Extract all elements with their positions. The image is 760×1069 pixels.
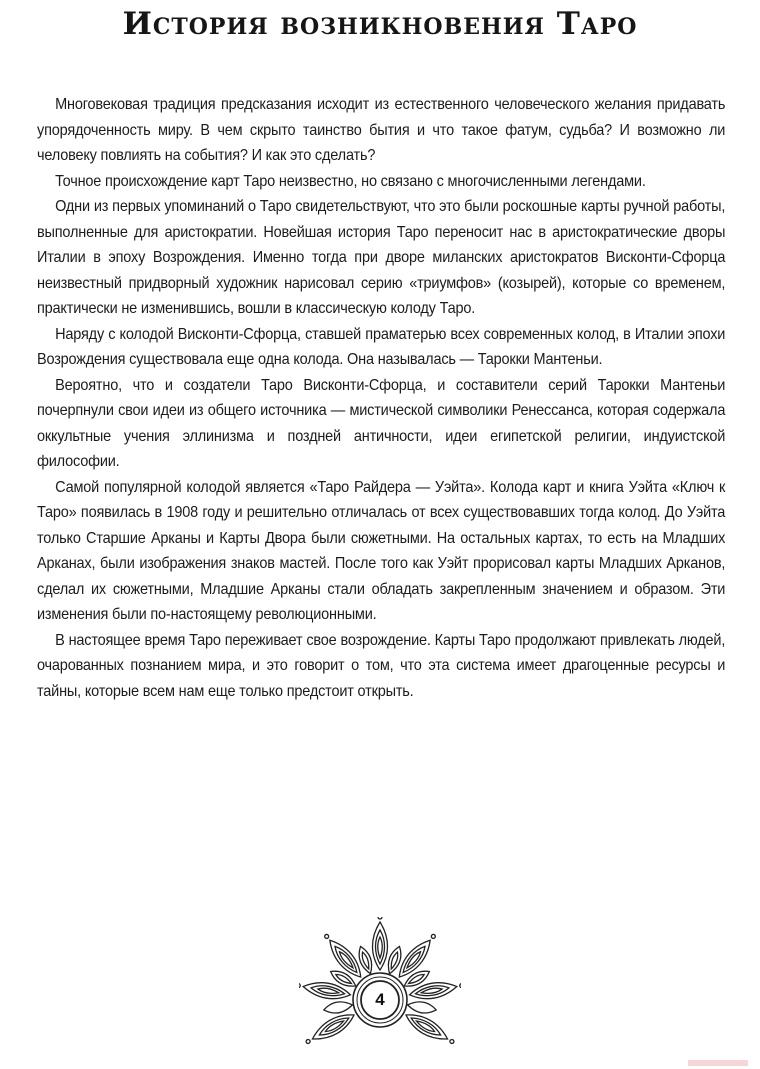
- paragraph: Одни из первых упоминаний о Таро свидетельствуют, что это были роскошные карты ручной работы, выполненные для аристократии. Новейшая история Таро переносит нас в аристократические дворы Италии в эпоху Возрождения. Именно тогда при дворе миланских аристократов Висконти-Сфорца неизвестный придворный художник нарисовал серию «триумфов» (козырей), которые со временем, практически не изменившись, вошли в классическую колоду Таро.: [37, 198, 726, 317]
- body-text: [37, 92, 725, 704]
- paragraph: Наряду с колодой Висконти-Сфорца, ставшей праматерью всех современных колод, в Италии эпохи Возрождения существовала еще одна колода. Она называлась — Тарокки Мантеньи.: [37, 325, 726, 368]
- paragraph: Вероятно, что и создатели Таро Висконти-Сфорца, и составители серий Тарокки Мантеньи почерпнули свои идеи из общего источника — мистической символики Ренессанса, которая содержала оккультные учения эллинизма и поздней античности, идеи египетской религии, индуистской философии.: [37, 376, 726, 470]
- paragraph: Точное происхождение карт Таро неизвестно, но связано с многочисленными легендами.: [55, 172, 646, 190]
- paragraph: Самой популярной колодой является «Таро Райдера — Уэйта». Колода карт и книга Уэйта «Ключ к Таро» появилась в 1908 году и решительно отличалась от всех существовавших тогда колод. До Уэйта только Старшие Арканы и Карты Двора были сюжетными. На остальных картах, то есть на Младших Арканах, были изображения знаков мастей. После того как Уэйт прорисовал карты Младших Арканов, сделал их сюжетными, Младшие Арканы стали обладать закрепленным значением и образом. Эти изменения были по-настоящему революционными.: [37, 478, 726, 623]
- paragraph: Многовековая традиция предсказания исходит из естественного человеческого желания придавать упорядоченность миру. В чем скрыто таинство бытия и что такое фатум, судьба? И возможно ли человеку повлиять на события? И как это сделать?: [37, 96, 726, 164]
- page-title: История возникновения Таро: [122, 6, 638, 42]
- scan-mark: [688, 1060, 748, 1066]
- paragraph: В настоящее время Таро переживает свое возрождение. Карты Таро продолжают привлекать людей, очарованных познанием мира, и это говорит о том, что эта система имеет драгоценные ресурсы и тайны, которые всем нам еще только предстоит открыть.: [37, 631, 726, 700]
- page-number: 4: [375, 990, 385, 1009]
